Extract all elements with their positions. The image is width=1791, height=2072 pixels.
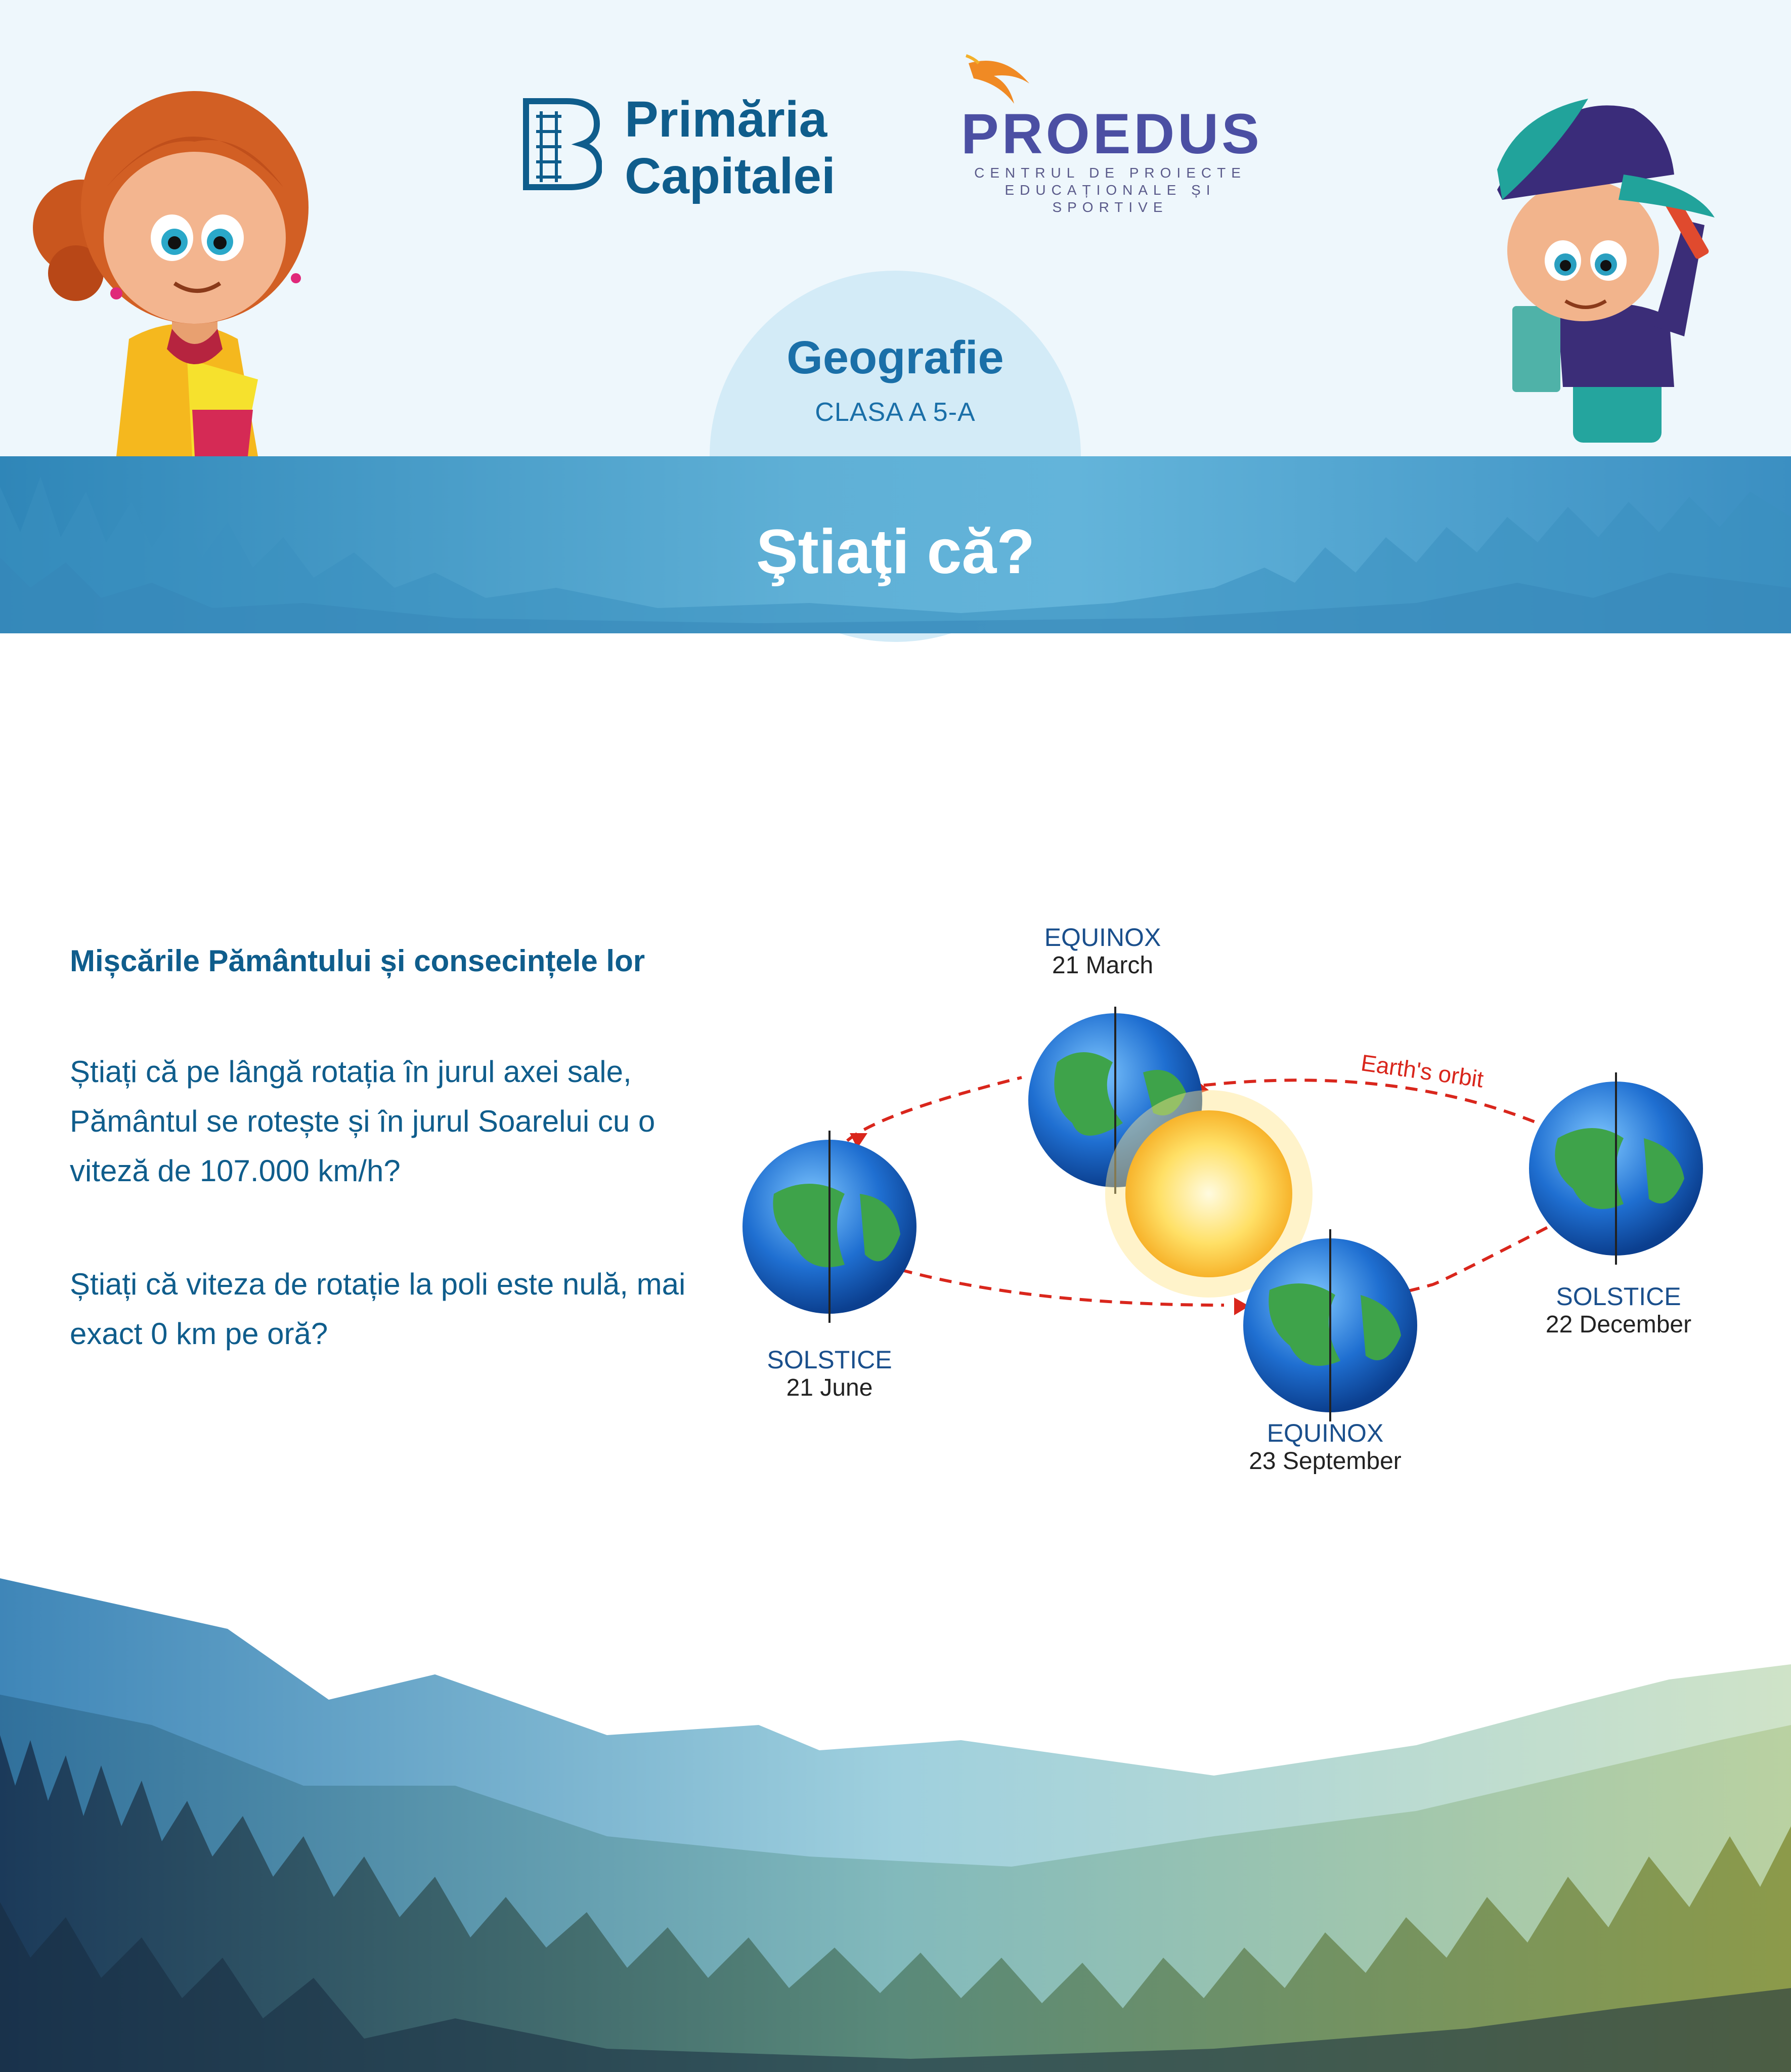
subject-title: Geografie <box>787 332 1004 383</box>
label-june-event: SOLSTICE <box>767 1346 892 1374</box>
label-march <box>1027 923 1178 980</box>
girl-character-illustration <box>20 56 344 456</box>
subject-class: CLASA A 5-A <box>815 398 976 427</box>
label-march-date: 21 March <box>1052 952 1154 979</box>
orbit-path-segment <box>847 1077 1022 1141</box>
proedus-logo-text: PROEDUS <box>961 102 1262 165</box>
label-june-date: 21 June <box>786 1374 873 1401</box>
boy-character-illustration <box>1457 53 1740 456</box>
label-june <box>754 1346 905 1402</box>
proedus-subtitle-line2: EDUCAȚIONALE ȘI SPORTIVE <box>1004 182 1216 215</box>
label-december-date: 22 December <box>1545 1311 1692 1338</box>
primaria-line1: Primăria <box>625 91 827 148</box>
label-september-event: EQUINOX <box>1266 1419 1384 1447</box>
orbit-label: Earth's orbit <box>1359 1049 1486 1093</box>
primaria-line2: Capitalei <box>625 148 836 204</box>
section-title: Mișcările Pământului și consecințele lor <box>70 944 645 978</box>
label-december <box>1538 1282 1699 1339</box>
banner-title: Ştiaţi că? <box>756 517 1035 587</box>
primaria-capitalei-logo-icon <box>521 96 602 192</box>
label-september <box>1239 1419 1411 1476</box>
label-december-event: SOLSTICE <box>1556 1282 1681 1311</box>
label-march-event: EQUINOX <box>1044 923 1161 952</box>
fact-paragraph-2: Știați că viteza de rotație la poli este nulă, mai exact 0 km pe oră? <box>70 1267 686 1351</box>
fact-paragraph-1: Știați că pe lângă rotația în jurul axei sale, Pământul se rotește și în jurul Soarelui cu o viteză de 107.000 km/h? <box>70 1055 656 1188</box>
mountain-forest-landscape-illustration <box>0 1573 1791 2072</box>
proedus-logo-subtitle <box>964 164 1257 216</box>
proedus-subtitle-line1: CENTRUL DE PROIECTE <box>974 165 1246 181</box>
earth-december-icon <box>1529 1072 1703 1265</box>
label-september-date: 23 September <box>1249 1448 1402 1475</box>
proedus-flame-icon <box>964 53 1044 109</box>
earth-june-icon <box>742 1131 916 1323</box>
primaria-capitalei-logo-text <box>625 91 836 204</box>
